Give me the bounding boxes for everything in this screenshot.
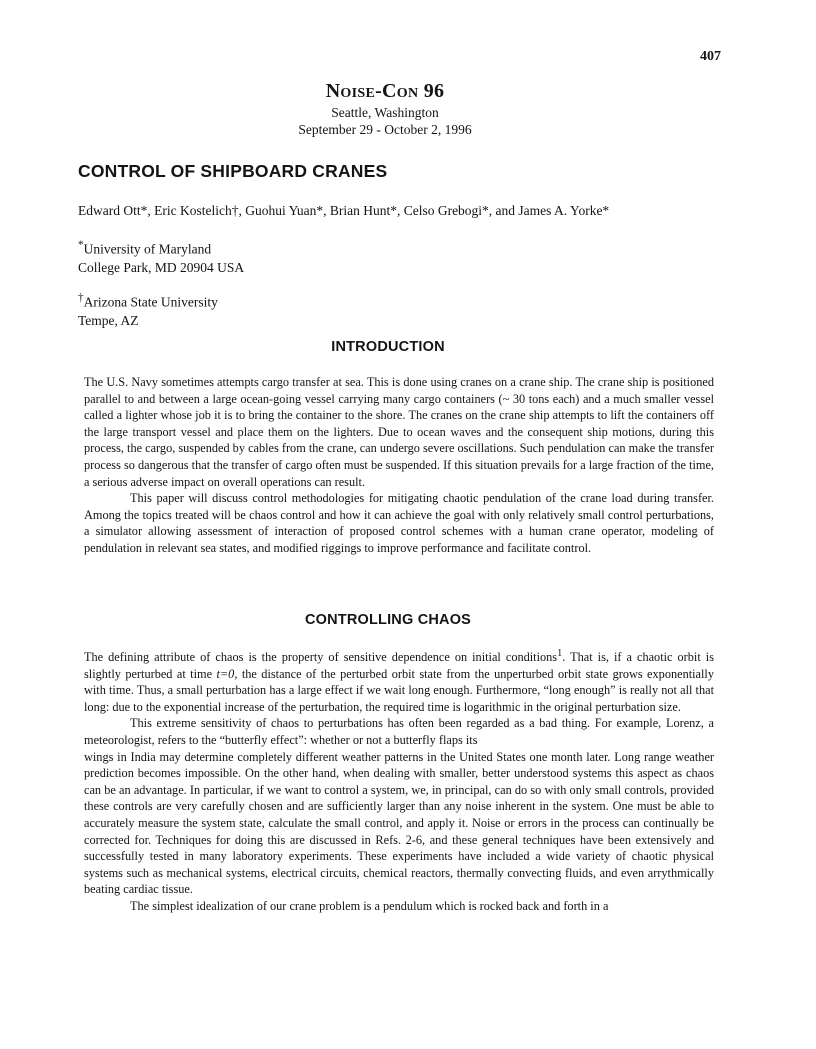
paragraph: The simplest idealization of our crane problem is a pendulum which is rocked back and forth in a xyxy=(130,899,609,913)
text-run: , the distance of the perturbed orbit state from the unperturbed orbit state grows exponentially with time. Thus, a small perturbation has a large effect if we wait long enough. Furthermore, “long enough” is really not all that long: due to the exponential increase of the perturbation, the required time is logarithmic in the original perturbation size. xyxy=(84,666,714,714)
paragraph xyxy=(84,646,714,715)
time-variable: t=0 xyxy=(216,666,235,681)
text-run: This extreme sensitivity of chaos to perturbations has often been regarded as a bad thing. For example, Lorenz, a meteorologist, refers to the “butterfly effect”: whether or not a butterfly flaps its xyxy=(84,716,714,748)
controlling-chaos-body xyxy=(84,646,714,915)
conference-location: Seattle, Washington xyxy=(331,105,439,120)
paragraph: The U.S. Navy sometimes attempts cargo transfer at sea. This is done using cranes on a crane ship. The crane ship is positioned parallel to and between a large ocean-going vessel carrying many cargo containers (~ 30 tons each) and a much smaller vessel called a lighter whose job it is to bring the container to the shore. The cranes on the crane ship attempts to lift the containers off the large transport vessel and place them on the lighters. Due to ocean waves and the consequent ship motions, during this process, the cargo, suspended by cables from the crane, can undergo severe oscillations. Such pendulation can make the transfer process so dangerous that the transfer of cargo often must be suspended. If this situation prevails for a large fraction of the time, a serious adverse impact on overall operations can result. xyxy=(84,375,714,489)
paragraph-continued: wings in India may determine completely different weather patterns in the United States one month later. Long range weather prediction becomes impossible. On the other hand, when dealing with smaller, better understood systems this aspect as chaos can be an advantage. In particular, if we want to control a system, we, in principal, can do so with only small controls, provided these controls are very carefully chosen and are sufficiently larger than any noise inherent in the system. One must be able to accurately measure the system state, calculate the small control, and apply it. Noise or errors in the process can continually be corrected for. Techniques for doing this are discussed in Refs. 2-6, and these general techniques have been extensively and successfully tested in many laboratory experiments. These experiments have included a wide variety of chaotic physical systems such as mechanical systems, electrical circuits, chemical reactors, thermally convecting fluids, and even arrythmically beating cardiac tissue. xyxy=(84,749,714,897)
text-run: The defining attribute of chaos is the property of sensitive dependence on initial conditions xyxy=(84,650,558,665)
text-run: . That is, if a chaotic orbit is slightly perturbed at time xyxy=(84,650,714,681)
paragraph: This paper will discuss control methodologies for mitigating chaotic pendulation of the crane load during transfer. Among the topics treated will be chaos control and how it can achieve the goal with only relatively small control perturbations, a simulator allowing assessment of interaction of proposed control schemes with a human crane operator, modeling of pendulation in relevant sea states, and modified riggings to improve performance and facilitate control. xyxy=(84,491,714,555)
affiliation-name: Arizona State University xyxy=(83,294,218,310)
affiliation-mark: † xyxy=(78,292,84,304)
introduction-body xyxy=(84,374,714,557)
paragraph xyxy=(84,715,714,748)
affiliation-address: College Park, MD 20904 USA xyxy=(78,259,245,275)
affiliation-address: Tempe, AZ xyxy=(78,312,139,328)
controlling-chaos-heading: CONTROLLING CHAOS xyxy=(304,612,472,628)
introduction-heading: INTRODUCTION xyxy=(331,339,445,355)
conference-name: Noise-Con 96 xyxy=(325,80,445,102)
affiliation-arizona xyxy=(78,289,218,330)
affiliation-maryland xyxy=(78,236,244,277)
affiliation-name: University of Maryland xyxy=(83,241,212,257)
reference-superscript: 1 xyxy=(557,648,563,659)
author-list: Edward Ott*, Eric Kostelich†, Guohui Yuan*, Brian Hunt*, Celso Grebogi*, and James A. Yorke* xyxy=(78,203,610,218)
affiliation-mark: * xyxy=(78,239,84,251)
page-number: 407 xyxy=(700,49,721,64)
paper-title: CONTROL OF SHIPBOARD CRANES xyxy=(78,161,388,181)
conference-dates: September 29 - October 2, 1996 xyxy=(298,122,472,137)
conference-header xyxy=(240,78,530,138)
